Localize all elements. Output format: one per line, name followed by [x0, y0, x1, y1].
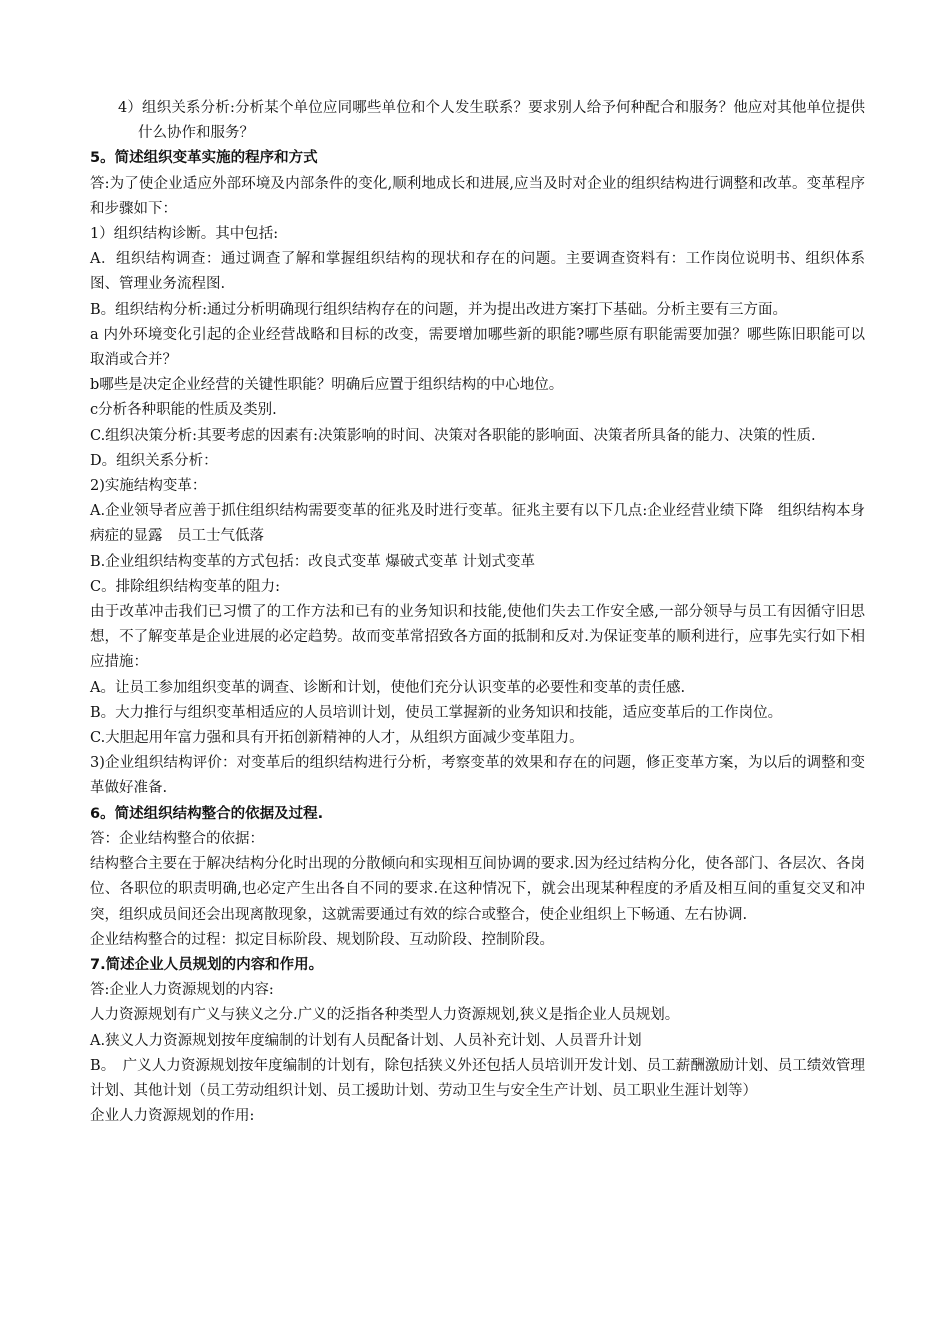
body-paragraph: A.企业领导者应善于抓住组织结构需要变革的征兆及时进行变革。征兆主要有以下几点:企业经营业绩下降 组织结构本身病症的显露 员工士气低落: [90, 503, 865, 545]
body-paragraph: 2)实施结构变革：: [90, 478, 207, 495]
body-paragraph: B。大力推行与组织变革相适应的人员培训计划，使员工掌握新的业务知识和技能，适应变革后的工作岗位。: [90, 704, 783, 721]
body-paragraph: A.狭义人力资源规划按年度编制的计划有人员配备计划、人员补充计划、人员晋升计划: [90, 1032, 642, 1049]
body-paragraph: 3)企业组织结构评价：对变革后的组织结构进行分析，考察变革的效果和存在的问题，修正变革方案，为以后的调整和变革做好准备.: [90, 755, 865, 797]
body-paragraph: 结构整合主要在于解决结构分化时出现的分散倾向和实现相互间协调的要求.因为经过结构分化，使各部门、各层次、各岗位、各职位的职责明确,也必定产生出各自不同的要求.在这种情况下，就会出现某种程度的矛盾及相互间的重复交叉和冲突，组织成员间还会出现离散现象，这就需要通过有效的综合或整合，使企业组织上下畅通、左右协调.: [90, 856, 865, 923]
section-heading: 7.简述企业人员规划的内容和作用。: [90, 956, 324, 973]
body-paragraph: 答:企业人力资源规划的内容:: [90, 982, 274, 999]
document-page: [90, 96, 865, 1129]
body-paragraph: B。组织结构分析:通过分析明确现行组织结构存在的问题，并为提出改进方案打下基础。分析主要有三方面。: [90, 301, 788, 318]
body-paragraph: b哪些是决定企业经营的关键性职能？明确后应置于组织结构的中心地位。: [90, 377, 564, 394]
body-paragraph: B。 广义人力资源规划按年度编制的计划有，除包括狭义外还包括人员培训开发计划、员工薪酬激励计划、员工绩效管理计划、其他计划（员工劳动组织计划、员工援助计划、劳动卫生与安全生产计划、员工职业生涯计划等）: [90, 1057, 865, 1099]
body-paragraph: C.大胆起用年富力强和具有开拓创新精神的人才，从组织方面减少变革阻力。: [90, 730, 584, 747]
section-heading: 5。简述组织变革实施的程序和方式: [90, 150, 318, 167]
body-paragraph: a 内外环境变化引起的企业经营战略和目标的改变，需要增加哪些新的职能?哪些原有职能需要加强？哪些陈旧职能可以取消或合并？: [90, 326, 865, 369]
body-paragraph: D。组织关系分析：: [90, 452, 218, 469]
list-item: 4）组织关系分析:分析某个单位应同哪些单位和个人发生联系？要求别人给予何种配合和服务？他应对其他单位提供什么协作和服务？: [118, 100, 865, 142]
body-paragraph: 企业人力资源规划的作用:: [90, 1108, 255, 1125]
body-paragraph: C。排除组织结构变革的阻力:: [90, 578, 280, 595]
body-paragraph: 人力资源规划有广义与狭义之分.广义的泛指各种类型人力资源规划,狭义是指企业人员规划。: [90, 1007, 680, 1024]
body-paragraph: 由于改革冲击我们已习惯了的工作方法和已有的业务知识和技能,使他们失去工作安全感,一部分领导与员工有因循守旧思想，不了解变革是企业进展的必定趋势。故而变革常招致各方面的抵制和反对.为保证变革的顺利进行，应事先实行如下相应措施：: [90, 604, 865, 671]
body-paragraph: A。让员工参加组织变革的调查、诊断和计划，使他们充分认识变革的必要性和变革的责任感.: [90, 679, 686, 696]
body-paragraph: 答:为了使企业适应外部环境及内部条件的变化,顺利地成长和进展,应当及时对企业的组织结构进行调整和改革。变革程序和步骤如下：: [90, 175, 865, 217]
body-paragraph: c分析各种职能的性质及类别.: [90, 402, 277, 419]
body-paragraph: 答：企业结构整合的依据：: [90, 830, 264, 847]
body-paragraph: C.组织决策分析:其要考虑的因素有:决策影响的时间、决策对各职能的影响面、决策者所具备的能力、决策的性质.: [90, 427, 816, 444]
section-heading: 6。简述组织结构整合的依据及过程.: [90, 805, 324, 822]
body-paragraph: B.企业组织结构变革的方式包括：改良式变革 爆破式变革 计划式变革: [90, 553, 535, 570]
body-paragraph: A．组织结构调查：通过调查了解和掌握组织结构的现状和存在的问题。主要调查资料有：工作岗位说明书、组织体系图、管理业务流程图.: [90, 251, 865, 293]
body-paragraph: 企业结构整合的过程：拟定目标阶段、规划阶段、互动阶段、控制阶段。: [90, 931, 554, 948]
body-paragraph: 1）组织结构诊断。其中包括:: [90, 226, 279, 243]
